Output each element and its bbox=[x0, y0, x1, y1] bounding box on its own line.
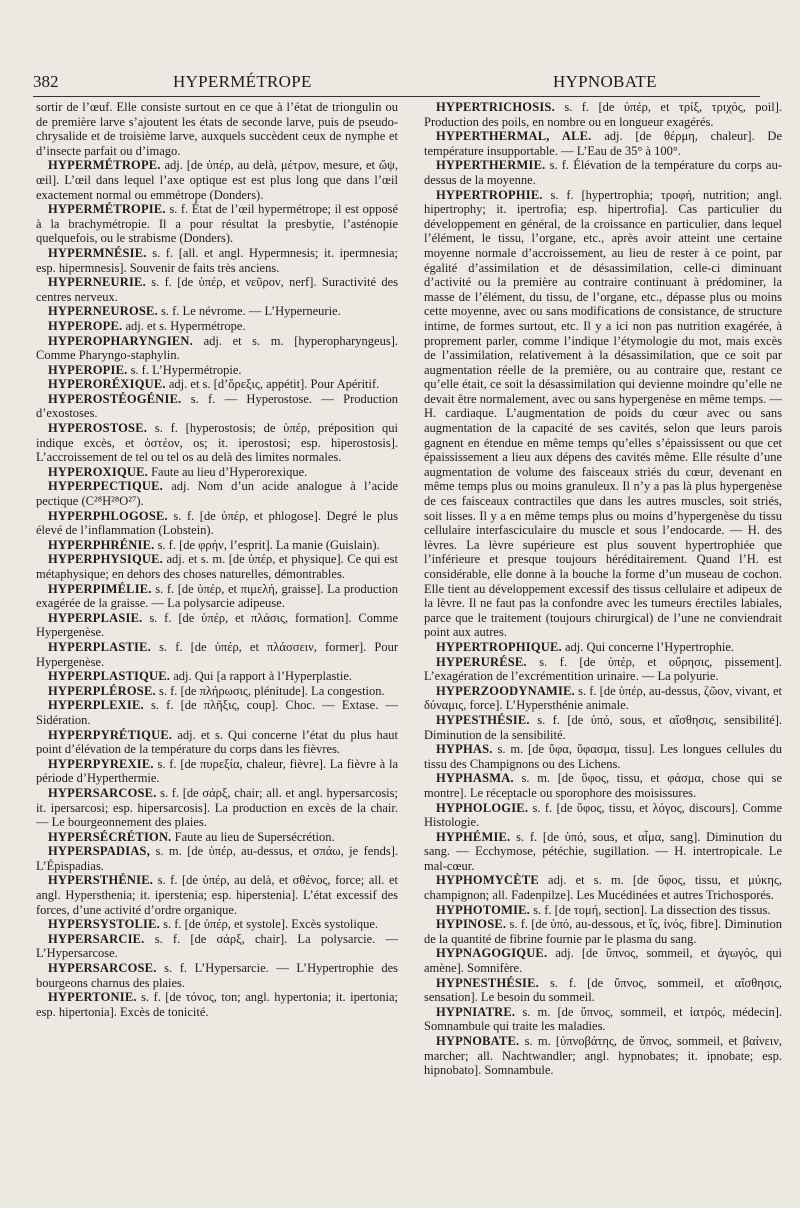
dictionary-entry bbox=[424, 742, 782, 771]
entry-definition: s. m. [ὑπνοβάτης, de ὕπνος, sommeil, et βαίνειν, marcher; all. Nachtwandler; angl. hypnobates; it. ipnobate; esp. hipnobato]. Somnambule. bbox=[424, 1034, 783, 1078]
entry-definition: s. f. [de ὑπέρ, et οὔρησις, pissement]. L’exagération de l’excrémentition urinaire. — La polyurie. bbox=[424, 654, 783, 684]
dictionary-entry bbox=[36, 304, 398, 319]
entry-headword: HYPERPHYSIQUE. bbox=[48, 552, 163, 567]
entry-definition: adj. [de ὑπέρ, au delà, μέτρον, mesure, et ὤψ, œil]. L’œil dans lequel l’axe optique est est plus long que dans l’œil exactement normal ou emmétrope (Donders). bbox=[36, 158, 398, 202]
dictionary-entry bbox=[36, 392, 398, 421]
entry-headword: HYPERMÉTROPE. bbox=[48, 158, 161, 173]
entry-definition: adj. [de ὕπνος, sommeil, et ἀγωγός, qui amène]. Somnifère. bbox=[424, 946, 782, 976]
entry-headword: HYPERPLÉROSE. bbox=[48, 683, 156, 698]
dictionary-entry bbox=[36, 275, 398, 304]
entry-definition: adj. et s. [d’ὄρεξις, appétit]. Pour Apéritif. bbox=[168, 377, 380, 392]
entry-headword: HYPESTHÉSIE. bbox=[436, 712, 530, 727]
entry-headword: HYPERSARCOSE. bbox=[48, 961, 157, 976]
entry-headword: HYPERPLEXIE. bbox=[48, 698, 144, 713]
entry-definition: s. f. [hypertrophia; τροφή, nutrition; angl. hipertrophy; it. ipertrofia; esp. hipertrofia]. Cas particulier du développement en général, de la croissance en particulier, dans lequel l’élément, le tissu, l’organe, etc., après avoir atteint une certaine moyenne normale d’accroissement, au lieu de rester à ce point, par égalité d’assimilation et de désassimilation, celle-ci diminuant d’activité ou la première au contraire continuant à prédominer, la masse de l’élément, du tissu, de l’organe, etc., dépasse plus ou moins cette moyenne, avec ou sans modifications de consistance, de structure intime, de formes surtout, etc. Il y a ici non pas nutrition exagérée, à proprement parler, comme l’indique l’étymologie du mot, mais excès de l’assimilation, relativement à la désassimilation, que ce soit par augmentation réelle de la première, ou au contraire que, restant ce qu’elle était, ce soit la désassimilation qui devienne moindre qu’elle ne devait être normalement, avec ou sans hypergenèse en même temps. — H. cardiaque. L’augmentation de poids du cœur avec ou sans augmentation de la capacité de ses cavités, selon que leurs parois gagnent en étendue en même temps qu’elles s’épaississent ou que cet épaississement a lieu aux dépens des cavités même. Elle résulte d’une augmentation de volume des faisceaux striés du cœur, devenant en même temps plus ou moins granuleux. Il n’y a pas là plus hypergenèse de ces faisceaux contractiles que dans les autres muscles, soit striés, soit lisses. Il y a en même temps plus ou moins d’hypergenèse du tissu cellulaire interfasciculaire du muscle et sous l’endocarde. — H. des lèvres. La lèvre supérieure est plus souvent hypertrophiée que l’inférieure et presque toujours héréditairement. Quand l’H. est considérable, elle donne à la bouche la forme d’un museau de cochon. Elle tient au développement excessif des tissus cellulaire et adipeux de la lèvre. Il ne faut pas la confondre avec les tumeurs érectiles labiales, parce que le traitement (toujours chirurgical) de l’une ne conviendrait point aux autres. bbox=[424, 187, 782, 640]
entry-definition: adj. et s. m. [de ὑπέρ, et physique]. Ce qui est métaphysique; en dehors des choses naturelles, démontrables. bbox=[36, 552, 399, 581]
dictionary-entry bbox=[424, 100, 782, 129]
dictionary-entry bbox=[424, 655, 782, 684]
entry-definition: s. m. [de ὕφα, ὕφασμα, tissu]. Les longues cellules du tissu des Champignons ou des Lichens. bbox=[424, 742, 783, 771]
dictionary-entry bbox=[36, 582, 398, 611]
entry-definition: Faute au lieu d’Hyperorexique. bbox=[151, 464, 308, 479]
entry-definition: sortir de l’œuf. Elle consiste surtout en ce que à l’état de triongulin ou de première larve s’ajoutent les états de seconde larve, puis de pseudo-chrysalide et de troisième larve, auxquels succèdent ceux de nymphe et d’insecte parfait ou d’imago. bbox=[36, 100, 398, 158]
entry-headword: HYPERMÉTROPIE. bbox=[48, 202, 166, 217]
entry-headword: HYPHOTOMIE. bbox=[436, 902, 530, 917]
entry-headword: HYPHOMYCÈTE bbox=[436, 873, 539, 888]
entry-definition: s. f. — Hyperostose. — Production d’exostoses. bbox=[36, 391, 399, 421]
entry-definition: s. f. [de ὑπέρ, et phlogose]. Degré le plus élevé de l’inflammation (Lobstein). bbox=[36, 508, 398, 538]
entry-headword: HYPERPHLOGOSE. bbox=[48, 508, 168, 523]
running-head-left: HYPERMÉTROPE bbox=[173, 72, 312, 91]
entry-headword: HYPERTONIE. bbox=[48, 990, 137, 1005]
entry-headword: HYPEROXIQUE. bbox=[48, 464, 148, 479]
dictionary-entry bbox=[36, 698, 398, 727]
dictionary-entry bbox=[36, 158, 398, 202]
dictionary-entry bbox=[424, 917, 782, 946]
entry-definition: s. f. [de ὕπνος, sommeil, et αἴσθησις, sensation]. Le besoin du sommeil. bbox=[424, 975, 782, 1005]
dictionary-entry bbox=[36, 421, 398, 465]
entry-definition: s. f. [de ὑπέρ, au delà, et σθένος, force; all. et angl. Hypersthenia; it. iperstenia; esp. hiperstenia]. L’état excessif des forces, d’une activité d’ordre organique. bbox=[36, 873, 398, 917]
entry-headword: HYPERNEUROSE. bbox=[48, 304, 158, 319]
entry-definition: s. f. État de l’œil hypermétrope; il est opposé à la brachymétropie. Il a pour résultat la presbytie, l’asténopie quelquefois, ou le strabisme (Donders). bbox=[36, 202, 398, 246]
entry-definition: s. f. [de πυρεξία, chaleur, fièvre]. La fièvre à la période d’Hyperthermie. bbox=[36, 756, 399, 786]
entry-definition: adj. et s. m. [hyperopharyngeus]. Comme Pharyngo-staphylin. bbox=[36, 333, 398, 363]
dictionary-entry bbox=[424, 1034, 782, 1078]
entry-headword: HYPNIATRE. bbox=[436, 1004, 516, 1019]
dictionary-entry bbox=[36, 757, 398, 786]
entry-headword: HYPERURÉSE. bbox=[436, 654, 527, 669]
entry-definition: s. f. L’Hypermétropie. bbox=[130, 362, 242, 377]
dictionary-entry bbox=[424, 129, 782, 158]
entry-definition: s. f. [de φρήν, l’esprit]. La manie (Guislain). bbox=[157, 537, 380, 552]
running-head-right: HYPNOBATE bbox=[553, 72, 657, 91]
dictionary-entry bbox=[36, 830, 398, 845]
dictionary-entry bbox=[36, 728, 398, 757]
dictionary-entry bbox=[36, 465, 398, 480]
dictionary-entry bbox=[424, 158, 782, 187]
dictionary-entry bbox=[424, 188, 782, 640]
entry-headword: HYPERTROPHIE. bbox=[436, 187, 543, 202]
entry-headword: HYPERTROPHIQUE. bbox=[436, 639, 562, 654]
entry-definition: adj. et s. Qui concerne l’état du plus haut point d’élévation de la température du corps dans les fièvres. bbox=[36, 727, 398, 757]
entry-headword: HYPHOLOGIE. bbox=[436, 800, 529, 815]
entry-headword: HYPERNEURIE. bbox=[48, 275, 146, 290]
entry-headword: HYPERSPADIAS, bbox=[48, 844, 151, 859]
entry-headword: HYPERZOODYNAMIE. bbox=[436, 683, 575, 698]
dictionary-entry bbox=[424, 903, 782, 918]
entry-definition: adj. Qui [a rapport à l’Hyperplastie. bbox=[173, 669, 353, 684]
entry-definition: adj. Qui concerne l’Hypertrophie. bbox=[564, 639, 734, 654]
dictionary-entry bbox=[36, 873, 398, 917]
dictionary-entry bbox=[36, 100, 398, 158]
entry-headword: HYPERPHRÉNIE. bbox=[48, 537, 155, 552]
page-number: 382 bbox=[33, 72, 59, 91]
dictionary-entry bbox=[36, 640, 398, 669]
dictionary-entry bbox=[36, 377, 398, 392]
dictionary-entry bbox=[424, 830, 782, 874]
entry-definition: s. f. [de ὑπό, sous, et αἷμα, sang]. Diminution du sang. — Ecchymose, pétéchie, sugillation. — H. intertropicale. Le mal-cœur. bbox=[424, 829, 782, 873]
dictionary-entry bbox=[36, 538, 398, 553]
entry-headword: HYPNESTHÉSIE. bbox=[436, 975, 539, 990]
entry-definition: Faute au lieu de Supersécrétion. bbox=[174, 829, 335, 844]
page-header bbox=[33, 72, 760, 94]
entry-headword: HYPEROPIE. bbox=[48, 362, 128, 377]
dictionary-entry bbox=[424, 713, 782, 742]
entry-headword: HYPERORÉXIQUE. bbox=[48, 377, 166, 392]
entry-definition: s. m. [de ὕπνος, sommeil, et ἰατρός, médecin]. Somnambule qui traite les maladies. bbox=[424, 1004, 783, 1034]
entry-definition: s. m. [de ὑπέρ, au-dessus, et σπάω, je fends]. L’Épispadias. bbox=[36, 844, 399, 873]
dictionary-entry bbox=[36, 202, 398, 246]
entry-headword: HYPEROPE. bbox=[48, 318, 123, 333]
dictionary-entry bbox=[36, 786, 398, 830]
entry-definition: s. f. [de ὑπέρ, et πλάσις, formation]. Comme Hypergenèse. bbox=[36, 610, 398, 640]
entry-definition: adj. Nom d’un acide analogue à l’acide pectique (C²⁸H²⁸O²⁷). bbox=[36, 479, 399, 509]
dictionary-entry bbox=[36, 363, 398, 378]
dictionary-entry bbox=[36, 611, 398, 640]
entry-definition: adj. et s. Hypermétrope. bbox=[125, 318, 246, 333]
dictionary-entry bbox=[36, 246, 398, 275]
dictionary-entry bbox=[36, 932, 398, 961]
dictionary-entry bbox=[424, 873, 782, 902]
dictionary-entry bbox=[424, 684, 782, 713]
dictionary-entry bbox=[36, 917, 398, 932]
entry-definition: adj. et s. m. [de ὕφος, tissu, et μύκης, champignon; all. Fadenpilze]. Les Mucédinées et autres Trichosporés. bbox=[424, 873, 782, 903]
entry-headword: HYPERTRICHOSIS. bbox=[436, 100, 555, 114]
entry-definition: s. f. [de ὑπό, sous, et αἴσθησις, sensibilité]. Diminution de la sensibilité. bbox=[424, 712, 782, 742]
entry-definition: s. f. [de τόνος, ton; angl. hypertonia; it. ipertonia; esp. hipertonia]. Excès de tonicité. bbox=[36, 990, 399, 1019]
dictionary-entry bbox=[36, 990, 398, 1019]
entry-headword: HYPHAS. bbox=[436, 742, 493, 757]
dictionary-entry bbox=[36, 509, 398, 538]
entry-definition: s. f. L’Hypersarcie. — L’Hypertrophie des bourgeons charnus des plaies. bbox=[36, 961, 398, 990]
entry-headword: HYPERPIMÉLIE. bbox=[48, 581, 152, 596]
entry-definition: s. f. [de τομή, section]. La dissection des tissus. bbox=[533, 902, 771, 917]
entry-definition: s. f. [de σάρξ, chair]. La polysarcie. — L’Hypersarcose. bbox=[36, 931, 399, 961]
dictionary-entry bbox=[424, 946, 782, 975]
entry-definition: s. f. [de ὕφος, tissu, et λόγος, discours]. Comme Histologie. bbox=[424, 800, 783, 830]
entry-headword: HYPNOBATE. bbox=[436, 1034, 520, 1048]
entry-headword: HYPEROSTOSE. bbox=[48, 421, 148, 436]
entry-headword: HYPHÉMIE. bbox=[436, 829, 511, 844]
entry-headword: HYPERSÉCRÉTION. bbox=[48, 829, 172, 844]
entry-headword: HYPERTHERMAL, ALE. bbox=[436, 129, 592, 144]
entry-definition: s. f. [hyperostosis; de ὑπέρ, préposition qui indique excès, et ὀστέον, os; it. iperostosi; esp. hiperostosis]. L’accroissement de tel ou tel os au delà des limites normales. bbox=[36, 421, 399, 465]
entry-definition: s. f. [de ὑπέρ, et τρίξ, τριχός, poil]. Production des poils, en nombre ou en longueur exagérés. bbox=[424, 100, 782, 129]
dictionary-entry bbox=[36, 961, 398, 990]
entry-headword: HYPERSYSTOLIE. bbox=[48, 917, 160, 932]
entry-definition: s. f. [all. et angl. Hypermnesis; it. ipermnesia; esp. hipermnesis]. Souvenir de faits très anciens. bbox=[36, 245, 398, 275]
dictionary-entry bbox=[424, 640, 782, 655]
entry-headword: HYPEROPHARYNGIEN. bbox=[48, 333, 193, 348]
entry-definition: s. m. [de ὕφος, tissu, et φάσμα, chose qui se montre]. Le réceptacle ou sporophore des moisissures. bbox=[424, 771, 782, 800]
dictionary-entry bbox=[36, 669, 398, 684]
dictionary-entry bbox=[36, 479, 398, 508]
dictionary-entry bbox=[424, 801, 782, 830]
left-column bbox=[36, 100, 398, 1019]
header-rule bbox=[33, 96, 760, 97]
entry-definition: s. f. [de ὑπέρ, et νεῦρον, nerf]. Suractivité des centres nerveux. bbox=[36, 275, 399, 304]
dictionary-entry bbox=[424, 771, 782, 800]
entry-headword: HYPERSTHÉNIE. bbox=[48, 873, 154, 888]
entry-headword: HYPHASMA. bbox=[436, 771, 514, 786]
dictionary-entry bbox=[36, 684, 398, 699]
entry-definition: s. f. [de ὑπέρ, et πιμελή, graisse]. La production exagérée de la graisse. — La polysarcie adipeuse. bbox=[36, 581, 399, 611]
entry-headword: HYPERMNÉSIE. bbox=[48, 245, 147, 260]
entry-definition: s. f. [de πλῆξις, coup]. Choc. — Extase. — Sidération. bbox=[36, 698, 399, 727]
dictionary-entry bbox=[36, 552, 398, 581]
entry-headword: HYPERTHERMIE. bbox=[436, 158, 546, 173]
entry-definition: s. f. [de σάρξ, chair; all. et angl. hypersarcosis; it. ipersarcosi; esp. hipersarcosis]. La production en excès de la chair. — Le bourgeonnement des plaies. bbox=[36, 785, 398, 830]
entry-definition: adj. [de θέρμη, chaleur]. De température insupportable. — L’Eau de 35° à 100°. bbox=[424, 129, 782, 158]
entry-headword: HYPERPYREXIE. bbox=[48, 756, 154, 771]
entry-definition: s. f. [de ὑπέρ, et systole]. Excès systolique. bbox=[163, 917, 379, 932]
entry-headword: HYPERPLASTIQUE. bbox=[48, 669, 171, 684]
entry-definition: s. f. [de πλήρωσις, plénitude]. La congestion. bbox=[158, 683, 385, 698]
dictionary-entry bbox=[424, 976, 782, 1005]
entry-definition: s. f. [de ὑπό, au-dessous, et ἴς, ἰνός, fibre]. Diminution de la quantité de fibrine fournie par le plasma du sang. bbox=[424, 917, 783, 946]
entry-headword: HYPERPYRÉTIQUE. bbox=[48, 727, 173, 742]
entry-headword: HYPERPECTIQUE. bbox=[48, 479, 163, 494]
entry-headword: HYPNAGOGIQUE. bbox=[436, 946, 548, 961]
entry-headword: HYPERPLASIE. bbox=[48, 610, 143, 625]
dictionary-entry bbox=[36, 334, 398, 363]
dictionary-entry bbox=[36, 844, 398, 873]
entry-headword: HYPERSARCIE. bbox=[48, 931, 145, 946]
entry-headword: HYPINOSE. bbox=[436, 917, 507, 932]
entry-headword: HYPERPLASTIE. bbox=[48, 639, 151, 654]
right-column bbox=[424, 100, 782, 1078]
dictionary-entry bbox=[424, 1005, 782, 1034]
dictionary-entry bbox=[36, 319, 398, 334]
entry-headword: HYPERSARCOSE. bbox=[48, 785, 157, 800]
entry-definition: s. f. [de ὑπέρ, au-dessus, ζῶον, vivant, et δύναμις, force]. L’Hypersthénie animale. bbox=[424, 683, 782, 713]
entry-headword: HYPEROSTÉOGÉNIE. bbox=[48, 391, 182, 406]
entry-definition: s. f. Élévation de la température du corps au-dessus de la moyenne. bbox=[424, 158, 783, 187]
entry-definition: s. f. [de ὑπέρ, et πλάσσειν, former]. Pour Hypergenèse. bbox=[36, 639, 398, 669]
entry-definition: s. f. Le névrome. — L’Hyperneurie. bbox=[161, 304, 341, 319]
